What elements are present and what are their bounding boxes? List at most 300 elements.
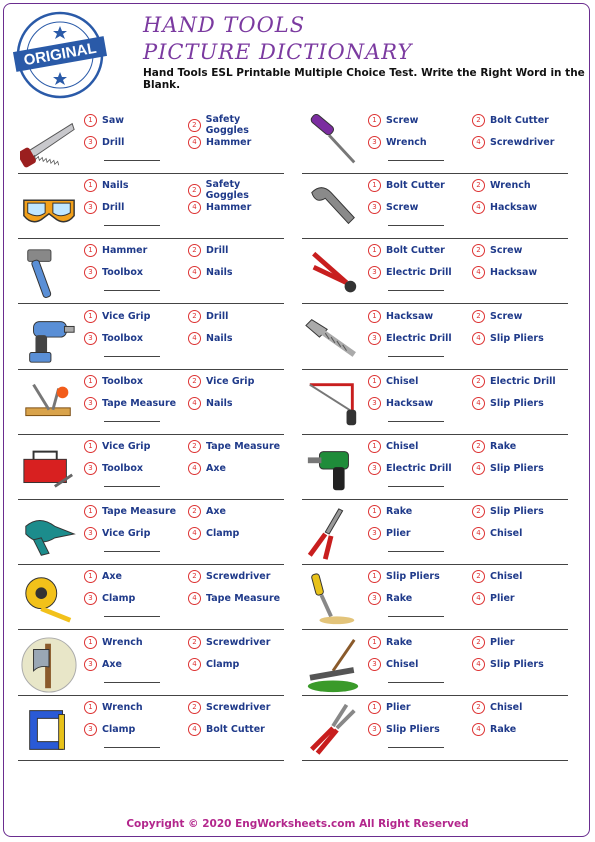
toolbox-icon bbox=[20, 440, 78, 498]
answer-option[interactable] bbox=[188, 136, 251, 149]
option-number: 1 bbox=[368, 375, 381, 388]
option-label: Slip Pliers bbox=[490, 463, 544, 474]
option-number: 1 bbox=[368, 179, 381, 192]
option-label: Bolt Cutter bbox=[386, 245, 445, 257]
bolt-cutter-icon bbox=[304, 244, 362, 302]
option-number: 3 bbox=[368, 332, 381, 345]
answer-option[interactable] bbox=[472, 570, 522, 583]
answer-option[interactable] bbox=[472, 266, 537, 279]
option-label: Rake bbox=[490, 441, 517, 452]
answer-option[interactable] bbox=[188, 114, 284, 136]
answer-option[interactable] bbox=[472, 658, 544, 671]
answer-option[interactable] bbox=[472, 636, 515, 649]
option-label: Screwdriver bbox=[206, 571, 271, 583]
option-number: 4 bbox=[188, 332, 201, 345]
question-item bbox=[302, 175, 568, 237]
answer-option[interactable] bbox=[188, 462, 226, 475]
option-label: Screw bbox=[386, 115, 419, 126]
answer-option[interactable] bbox=[368, 462, 452, 475]
answer-blank[interactable] bbox=[388, 616, 444, 617]
answer-blank[interactable] bbox=[104, 290, 160, 291]
option-label: Vice Grip bbox=[102, 310, 151, 322]
answer-blank[interactable] bbox=[104, 486, 160, 487]
answer-option[interactable] bbox=[368, 527, 411, 540]
tape-measure-icon bbox=[20, 570, 78, 628]
vice-grip-icon bbox=[20, 505, 78, 563]
answer-option[interactable] bbox=[368, 592, 412, 605]
answer-blank[interactable] bbox=[388, 747, 444, 748]
option-number: 1 bbox=[84, 701, 97, 714]
option-number: 1 bbox=[368, 440, 381, 453]
option-number: 4 bbox=[188, 723, 201, 736]
hacksaw-icon bbox=[304, 375, 362, 433]
answer-blank[interactable] bbox=[104, 356, 160, 357]
option-label: Vice Grip bbox=[102, 528, 151, 540]
option-number: 1 bbox=[368, 310, 381, 323]
option-label: Rake bbox=[490, 723, 517, 735]
divider bbox=[18, 303, 284, 304]
safety-goggles-icon bbox=[20, 179, 78, 237]
original-stamp bbox=[10, 10, 110, 100]
answer-option[interactable] bbox=[84, 570, 122, 583]
option-number: 3 bbox=[84, 332, 97, 345]
answer-blank[interactable] bbox=[388, 486, 444, 487]
answer-option[interactable] bbox=[368, 636, 412, 649]
answer-option[interactable] bbox=[368, 397, 433, 410]
option-label: Axe bbox=[206, 506, 226, 518]
question-item bbox=[18, 566, 284, 628]
option-number: 3 bbox=[368, 136, 381, 149]
question-item bbox=[302, 371, 568, 433]
option-number: 2 bbox=[472, 701, 485, 714]
option-label: Clamp bbox=[206, 658, 240, 670]
divider bbox=[302, 564, 568, 565]
answer-option[interactable] bbox=[84, 658, 122, 671]
option-number: 3 bbox=[84, 201, 97, 214]
option-number: 3 bbox=[84, 592, 97, 605]
option-label: Wrench bbox=[386, 137, 427, 148]
answer-option[interactable] bbox=[368, 266, 452, 279]
drill-icon bbox=[20, 310, 78, 368]
answer-option[interactable] bbox=[472, 462, 544, 475]
option-label: Plier bbox=[490, 636, 515, 648]
answer-option[interactable] bbox=[472, 136, 554, 149]
option-number: 4 bbox=[188, 201, 201, 214]
question-item bbox=[18, 501, 284, 563]
option-label: Slip Pliers bbox=[490, 506, 544, 518]
page-title-line2: PICTURE DICTIONARY bbox=[143, 40, 413, 64]
answer-option[interactable] bbox=[472, 723, 516, 736]
answer-blank[interactable] bbox=[104, 421, 160, 422]
answer-option[interactable] bbox=[188, 636, 270, 649]
option-number: 4 bbox=[188, 136, 201, 149]
instructions: Hand Tools ESL Printable Multiple Choice Test. Write the Right Word in the Blank. bbox=[143, 67, 585, 91]
answer-option[interactable] bbox=[188, 201, 251, 214]
question-item bbox=[302, 501, 568, 563]
option-number: 3 bbox=[368, 723, 381, 736]
option-number: 4 bbox=[472, 723, 485, 736]
option-label: Saw bbox=[102, 115, 125, 126]
option-label: Chisel bbox=[490, 701, 523, 713]
option-number: 1 bbox=[368, 114, 381, 127]
screw-icon bbox=[304, 310, 362, 368]
answer-option[interactable] bbox=[368, 310, 433, 323]
question-item bbox=[302, 240, 568, 302]
answer-blank[interactable] bbox=[388, 421, 444, 422]
answer-option[interactable] bbox=[84, 375, 143, 388]
divider bbox=[302, 173, 568, 174]
answer-option[interactable] bbox=[368, 570, 440, 583]
option-number: 3 bbox=[368, 462, 381, 475]
option-label: Chisel bbox=[490, 528, 523, 540]
option-number: 4 bbox=[472, 266, 485, 279]
question-item bbox=[18, 697, 284, 759]
answer-option[interactable] bbox=[188, 570, 270, 583]
answer-option[interactable] bbox=[188, 592, 280, 605]
answer-option[interactable] bbox=[84, 527, 150, 540]
divider bbox=[18, 564, 284, 565]
divider bbox=[18, 695, 284, 696]
option-number: 1 bbox=[84, 636, 97, 649]
option-number: 2 bbox=[188, 184, 201, 197]
question-item bbox=[302, 632, 568, 694]
option-label: Nails bbox=[206, 267, 233, 279]
answer-blank[interactable] bbox=[104, 160, 160, 161]
answer-option[interactable] bbox=[188, 701, 270, 714]
answer-option[interactable] bbox=[472, 332, 544, 345]
option-label: Hammer bbox=[206, 137, 252, 148]
answer-blank[interactable] bbox=[388, 160, 444, 161]
answer-option[interactable] bbox=[472, 592, 515, 605]
answer-blank[interactable] bbox=[104, 747, 160, 748]
answer-option[interactable] bbox=[188, 375, 254, 388]
answer-option[interactable] bbox=[188, 310, 228, 323]
answer-option[interactable] bbox=[368, 375, 418, 388]
question-item bbox=[18, 632, 284, 694]
option-number: 2 bbox=[188, 570, 201, 583]
question-item bbox=[18, 371, 284, 433]
question-item bbox=[302, 110, 568, 172]
question-item bbox=[18, 306, 284, 368]
option-number: 4 bbox=[472, 332, 485, 345]
option-label: Chisel bbox=[490, 571, 523, 583]
option-label: Slip Pliers bbox=[386, 571, 440, 583]
answer-option[interactable] bbox=[368, 201, 418, 214]
divider bbox=[302, 499, 568, 500]
option-number: 1 bbox=[84, 244, 97, 257]
option-label: Tape Measure bbox=[102, 506, 177, 518]
option-number: 1 bbox=[368, 570, 381, 583]
option-number: 2 bbox=[472, 310, 485, 323]
answer-option[interactable] bbox=[84, 505, 176, 518]
option-number: 4 bbox=[188, 397, 201, 410]
answer-option[interactable] bbox=[472, 375, 556, 388]
option-label: Axe bbox=[206, 463, 226, 474]
option-label: Drill bbox=[102, 202, 125, 214]
answer-option[interactable] bbox=[84, 244, 147, 257]
answer-blank[interactable] bbox=[104, 682, 160, 683]
option-number: 2 bbox=[188, 505, 201, 518]
divider bbox=[18, 760, 284, 761]
option-number: 3 bbox=[368, 397, 381, 410]
option-number: 1 bbox=[368, 636, 381, 649]
option-number: 1 bbox=[84, 440, 97, 453]
divider bbox=[302, 369, 568, 370]
answer-option[interactable] bbox=[472, 201, 537, 214]
chisel-icon bbox=[304, 570, 362, 628]
divider bbox=[302, 303, 568, 304]
option-number: 2 bbox=[188, 636, 201, 649]
question-item bbox=[302, 697, 568, 759]
rake-icon bbox=[304, 636, 362, 694]
option-number: 4 bbox=[188, 658, 201, 671]
page-title: HAND TOOLS bbox=[143, 13, 306, 37]
answer-option[interactable] bbox=[188, 244, 228, 257]
answer-option[interactable] bbox=[84, 723, 135, 736]
stamp-label: ORIGINAL bbox=[22, 39, 98, 70]
answer-option[interactable] bbox=[368, 505, 412, 518]
answer-option[interactable] bbox=[368, 332, 452, 345]
option-label: Wrench bbox=[102, 636, 143, 648]
option-label: Hacksaw bbox=[386, 397, 434, 409]
option-label: Tape Measure bbox=[206, 441, 281, 452]
answer-option[interactable] bbox=[188, 266, 233, 279]
answer-option[interactable] bbox=[188, 658, 239, 671]
option-label: Drill bbox=[206, 310, 229, 322]
option-label: Plier bbox=[386, 528, 411, 540]
option-label: Tape Measure bbox=[206, 593, 281, 605]
answer-option[interactable] bbox=[84, 332, 143, 345]
option-number: 2 bbox=[472, 636, 485, 649]
option-label: Safety Goggles bbox=[205, 114, 249, 136]
electric-drill-icon bbox=[304, 440, 362, 498]
option-number: 1 bbox=[84, 114, 97, 127]
option-label: Chisel bbox=[386, 441, 419, 452]
answer-option[interactable] bbox=[84, 701, 143, 714]
option-label: Axe bbox=[102, 571, 122, 583]
option-number: 3 bbox=[84, 527, 97, 540]
answer-option[interactable] bbox=[188, 505, 226, 518]
option-label: Slip Pliers bbox=[490, 658, 544, 670]
axe-icon bbox=[20, 636, 78, 694]
screwdriver-icon bbox=[304, 114, 362, 172]
question-item bbox=[18, 240, 284, 302]
answer-blank[interactable] bbox=[104, 551, 160, 552]
option-label: Slip Pliers bbox=[490, 332, 544, 344]
option-label: Nails bbox=[206, 397, 233, 409]
option-label: Vice Grip bbox=[206, 375, 255, 387]
question-item bbox=[302, 306, 568, 368]
option-label: Electric Drill bbox=[386, 463, 452, 474]
option-label: Chisel bbox=[386, 658, 419, 670]
divider bbox=[18, 369, 284, 370]
option-label: Rake bbox=[386, 506, 413, 518]
option-label: Nails bbox=[102, 180, 129, 192]
answer-option[interactable] bbox=[368, 179, 445, 192]
option-label: Rake bbox=[386, 636, 413, 648]
option-number: 4 bbox=[188, 592, 201, 605]
option-number: 2 bbox=[188, 119, 201, 132]
option-label: Screw bbox=[490, 245, 523, 257]
option-number: 3 bbox=[84, 462, 97, 475]
question-item bbox=[302, 566, 568, 628]
answer-option[interactable] bbox=[368, 114, 418, 127]
option-number: 4 bbox=[472, 592, 485, 605]
answer-option[interactable] bbox=[84, 462, 143, 475]
slip-pliers-icon bbox=[304, 701, 362, 759]
option-label: Toolbox bbox=[102, 463, 143, 474]
answer-option[interactable] bbox=[84, 592, 135, 605]
option-number: 4 bbox=[188, 266, 201, 279]
answer-option[interactable] bbox=[188, 527, 239, 540]
answer-option[interactable] bbox=[472, 310, 522, 323]
option-number: 1 bbox=[84, 505, 97, 518]
option-number: 2 bbox=[472, 375, 485, 388]
answer-option[interactable] bbox=[368, 658, 418, 671]
option-number: 2 bbox=[188, 440, 201, 453]
answer-option[interactable] bbox=[368, 723, 440, 736]
option-label: Toolbox bbox=[102, 332, 143, 344]
divider bbox=[18, 434, 284, 435]
option-number: 4 bbox=[472, 527, 485, 540]
option-number: 1 bbox=[368, 701, 381, 714]
answer-option[interactable] bbox=[368, 701, 411, 714]
option-number: 4 bbox=[188, 462, 201, 475]
option-number: 3 bbox=[84, 658, 97, 671]
option-number: 4 bbox=[472, 136, 485, 149]
option-number: 3 bbox=[84, 397, 97, 410]
option-number: 3 bbox=[84, 136, 97, 149]
option-label: Drill bbox=[206, 245, 229, 257]
option-label: Clamp bbox=[102, 593, 136, 605]
option-number: 3 bbox=[368, 266, 381, 279]
answer-option[interactable] bbox=[84, 114, 124, 127]
answer-option[interactable] bbox=[472, 440, 516, 453]
option-number: 3 bbox=[368, 201, 381, 214]
answer-option[interactable] bbox=[188, 179, 284, 201]
option-label: Hacksaw bbox=[386, 310, 434, 322]
clamp-icon bbox=[20, 701, 78, 759]
answer-blank[interactable] bbox=[104, 225, 160, 226]
option-number: 2 bbox=[472, 244, 485, 257]
option-label: Drill bbox=[102, 137, 125, 148]
option-number: 4 bbox=[472, 397, 485, 410]
answer-option[interactable] bbox=[472, 114, 549, 127]
option-label: Slip Pliers bbox=[386, 723, 440, 735]
option-label: Safety Goggles bbox=[205, 179, 249, 202]
option-label: Wrench bbox=[102, 701, 143, 713]
answer-option[interactable] bbox=[84, 310, 150, 323]
option-number: 2 bbox=[472, 440, 485, 453]
answer-option[interactable] bbox=[84, 397, 176, 410]
option-label: Electric Drill bbox=[386, 267, 452, 279]
answer-option[interactable] bbox=[84, 636, 143, 649]
option-label: Hammer bbox=[102, 245, 148, 257]
option-label: Screwdriver bbox=[206, 636, 271, 648]
option-label: Plier bbox=[490, 593, 515, 605]
answer-blank[interactable] bbox=[388, 356, 444, 357]
option-number: 1 bbox=[84, 570, 97, 583]
option-number: 4 bbox=[472, 201, 485, 214]
option-label: Bolt Cutter bbox=[206, 723, 265, 735]
option-label: Clamp bbox=[206, 528, 240, 540]
answer-option[interactable] bbox=[188, 397, 233, 410]
answer-blank[interactable] bbox=[388, 682, 444, 683]
option-number: 2 bbox=[472, 179, 485, 192]
answer-blank[interactable] bbox=[388, 551, 444, 552]
answer-option[interactable] bbox=[472, 505, 544, 518]
option-number: 1 bbox=[368, 505, 381, 518]
option-number: 2 bbox=[188, 244, 201, 257]
answer-option[interactable] bbox=[188, 440, 280, 453]
option-number: 2 bbox=[188, 310, 201, 323]
hammer-icon bbox=[20, 244, 78, 302]
divider bbox=[302, 760, 568, 761]
option-number: 4 bbox=[188, 527, 201, 540]
answer-option[interactable] bbox=[472, 701, 522, 714]
divider bbox=[18, 629, 284, 630]
option-number: 2 bbox=[472, 114, 485, 127]
option-label: Screwdriver bbox=[490, 137, 555, 148]
answer-blank[interactable] bbox=[104, 616, 160, 617]
answer-option[interactable] bbox=[368, 136, 427, 149]
answer-option[interactable] bbox=[84, 440, 150, 453]
copyright: Copyright © 2020 EngWorksheets.com All Right Reserved bbox=[126, 818, 469, 830]
option-label: Plier bbox=[386, 701, 411, 713]
answer-option[interactable] bbox=[84, 201, 124, 214]
option-label: Nails bbox=[206, 332, 233, 344]
divider bbox=[302, 629, 568, 630]
divider bbox=[18, 238, 284, 239]
option-label: Clamp bbox=[102, 723, 136, 735]
option-label: Bolt Cutter bbox=[490, 115, 549, 126]
answer-option[interactable] bbox=[472, 244, 522, 257]
answer-option[interactable] bbox=[472, 397, 544, 410]
answer-option[interactable] bbox=[368, 440, 418, 453]
option-number: 3 bbox=[368, 658, 381, 671]
option-number: 3 bbox=[84, 723, 97, 736]
option-number: 3 bbox=[368, 527, 381, 540]
divider bbox=[18, 173, 284, 174]
answer-blank[interactable] bbox=[388, 225, 444, 226]
option-label: Screw bbox=[386, 202, 419, 214]
option-label: Rake bbox=[386, 593, 413, 605]
answer-option[interactable] bbox=[84, 136, 124, 149]
answer-option[interactable] bbox=[84, 266, 143, 279]
option-number: 1 bbox=[84, 310, 97, 323]
option-label: Wrench bbox=[490, 180, 531, 192]
option-number: 1 bbox=[368, 244, 381, 257]
answer-blank[interactable] bbox=[388, 290, 444, 291]
answer-option[interactable] bbox=[188, 723, 265, 736]
question-item bbox=[18, 436, 284, 498]
question-item bbox=[18, 175, 284, 237]
answer-option[interactable] bbox=[472, 179, 531, 192]
answer-option[interactable] bbox=[84, 179, 129, 192]
option-number: 2 bbox=[188, 375, 201, 388]
option-label: Hacksaw bbox=[490, 267, 538, 279]
option-number: 4 bbox=[472, 658, 485, 671]
option-label: Tape Measure bbox=[102, 397, 177, 409]
option-label: Hacksaw bbox=[490, 202, 538, 214]
option-label: Bolt Cutter bbox=[386, 180, 445, 192]
divider bbox=[302, 695, 568, 696]
divider bbox=[18, 499, 284, 500]
answer-option[interactable] bbox=[368, 244, 445, 257]
plier-icon bbox=[304, 505, 362, 563]
answer-option[interactable] bbox=[472, 527, 522, 540]
answer-option[interactable] bbox=[188, 332, 233, 345]
